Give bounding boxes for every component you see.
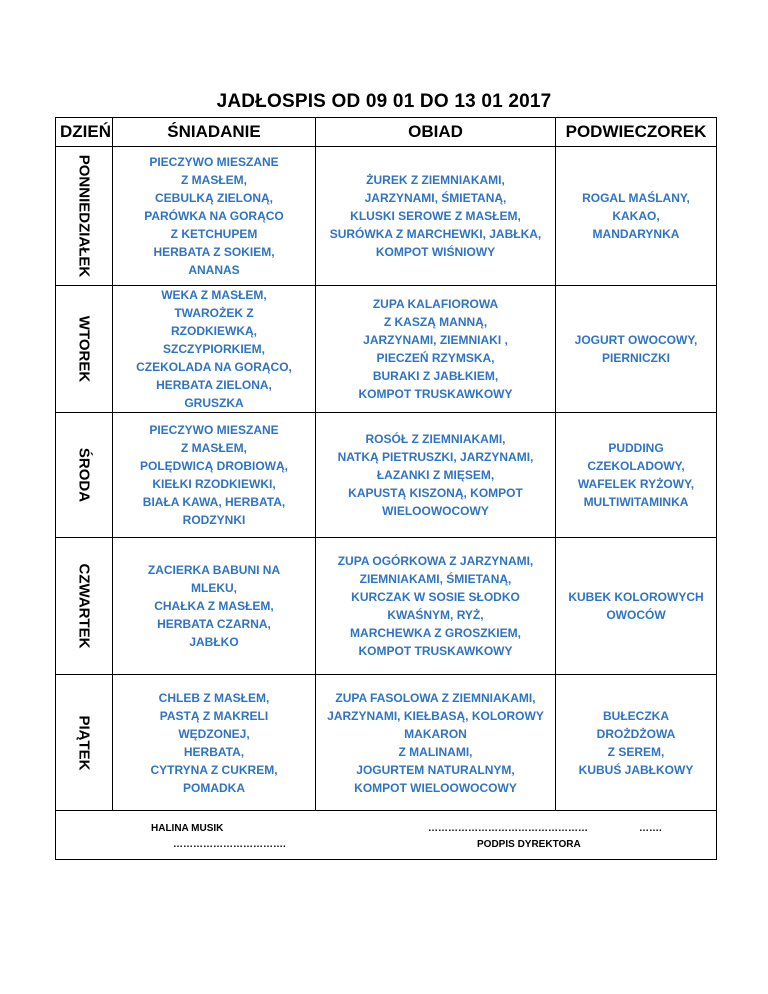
day-label bbox=[56, 286, 113, 413]
header-row bbox=[56, 118, 717, 147]
header-snack: PODWIECZOREK bbox=[556, 118, 717, 147]
lunch-cell: ZUPA KALAFIOROWA Z KASZĄ MANNĄ, JARZYNAMI, ZIEMNIAKI , PIECZEŃ RZYMSKA, BURAKI Z JABŁKIEM, KOMPOT TRUSKAWKOWY bbox=[316, 286, 556, 413]
breakfast-cell: PIECZYWO MIESZANE Z MASŁEM, POLĘDWICĄ DROBIOWĄ, KIEŁKI RZODKIEWKI, BIAŁA KAWA, HERBATA, RODZYNKI bbox=[113, 413, 316, 538]
director-signature-line: ………………………………………… bbox=[428, 823, 588, 834]
snack-cell: KUBEK KOLOROWYCH OWOCÓW bbox=[556, 538, 717, 675]
lunch-cell: ŻUREK Z ZIEMNIAKAMI, JARZYNAMI, ŚMIETANĄ, KLUSKI SEROWE Z MASŁEM, SURÓWKA Z MARCHEWKI, JABŁKA, KOMPOT WIŚNIOWY bbox=[316, 147, 556, 286]
day-label bbox=[56, 413, 113, 538]
lunch-cell: ROSÓŁ Z ZIEMNIAKAMI, NATKĄ PIETRUSZKI, JARZYNAMI, ŁAZANKI Z MIĘSEM, KAPUSTĄ KISZONĄ, KOMPOT WIELOOWOCOWY bbox=[316, 413, 556, 538]
lunch-cell: ZUPA FASOLOWA Z ZIEMNIAKAMI, JARZYNAMI, KIEŁBASĄ, KOLOROWY MAKARON Z MALINAMI, JOGURTEM NATURALNYM, KOMPOT WIELOOWOCOWY bbox=[316, 675, 556, 811]
snack-cell: ROGAL MAŚLANY, KAKAO, MANDARYNKA bbox=[556, 147, 717, 286]
day-label bbox=[56, 147, 113, 286]
day-row-friday bbox=[56, 675, 717, 811]
author-name: HALINA MUSIK bbox=[151, 823, 224, 834]
header-day: DZIEŃ bbox=[56, 118, 113, 147]
snack-cell: BUŁECZKA DROŻDŻOWA Z SEREM, KUBUŚ JABŁKOWY bbox=[556, 675, 717, 811]
day-name: PIĄTEK bbox=[75, 714, 93, 771]
breakfast-cell: PIECZYWO MIESZANE Z MASŁEM, CEBULKĄ ZIELONĄ, PARÓWKA NA GORĄCO Z KETCHUPEM HERBATA Z SOKIEM, ANANAS bbox=[113, 147, 316, 286]
author-signature-line: ……………………………. bbox=[173, 839, 286, 850]
header-breakfast: ŚNIADANIE bbox=[113, 118, 316, 147]
day-name: ŚRODA bbox=[75, 447, 93, 503]
day-row-wednesday bbox=[56, 413, 717, 538]
day-name: WTOREK bbox=[75, 315, 93, 383]
day-name: PONNIEDZIAŁEK bbox=[75, 154, 93, 278]
menu-table bbox=[55, 117, 717, 860]
snack-cell: JOGURT OWOCOWY, PIERNICZKI bbox=[556, 286, 717, 413]
signature-area bbox=[56, 811, 717, 860]
date-dots: ……. bbox=[639, 823, 662, 834]
lunch-cell: ZUPA OGÓRKOWA Z JARZYNAMI, ZIEMNIAKAMI, ŚMIETANĄ, KURCZAK W SOSIE SŁODKO KWAŚNYM, RYŻ, MARCHEWKA Z GROSZKIEM, KOMPOT TRUSKAWKOWY bbox=[316, 538, 556, 675]
director-signature-label: PODPIS DYREKTORA bbox=[477, 839, 581, 850]
breakfast-cell: WEKA Z MASŁEM, TWAROŻEK Z RZODKIEWKĄ, SZCZYPIORKIEM, CZEKOLADA NA GORĄCO, HERBATA ZIELONA, GRUSZKA bbox=[113, 286, 316, 413]
day-label bbox=[56, 538, 113, 675]
day-label bbox=[56, 675, 113, 811]
snack-cell: PUDDING CZEKOLADOWY, WAFELEK RYŻOWY, MULTIWITAMINKA bbox=[556, 413, 717, 538]
day-name: CZWARTEK bbox=[75, 563, 93, 649]
header-lunch: OBIAD bbox=[316, 118, 556, 147]
breakfast-cell: ZACIERKA BABUNI NA MLEKU, CHAŁKA Z MASŁEM, HERBATA CZARNA, JABŁKO bbox=[113, 538, 316, 675]
day-row-tuesday bbox=[56, 286, 717, 413]
menu-title: JADŁOSPIS OD 09 01 DO 13 01 2017 bbox=[216, 91, 552, 112]
day-row-thursday bbox=[56, 538, 717, 675]
breakfast-cell: CHLEB Z MASŁEM, PASTĄ Z MAKRELI WĘDZONEJ, HERBATA, CYTRYNA Z CUKREM, POMADKA bbox=[113, 675, 316, 811]
day-row-monday bbox=[56, 147, 717, 286]
footer-row bbox=[56, 811, 717, 860]
